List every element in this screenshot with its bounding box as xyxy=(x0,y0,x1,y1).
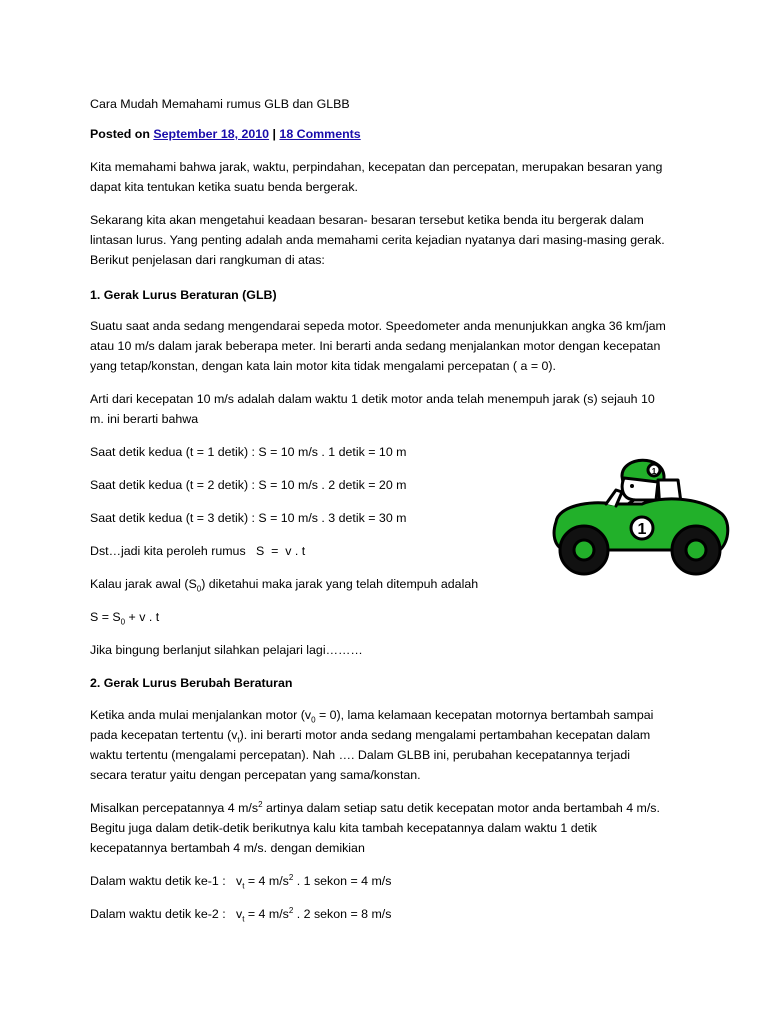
para2-line-3: Berikut penjelasan dari rangkuman di atas: xyxy=(90,253,325,267)
glb-formula: $S = S_0 + v$ . t xyxy=(90,610,160,627)
glbb-row-2: Dalam waktu detik ke-2 : $v_t = 4$ $m/s^2$ . 2 sekon = 8 m/s xyxy=(90,905,392,924)
para2-line-1: Sekarang kita akan mengetahui keadaan besaran- besaran tersebut ketika benda itu bergerak dalam xyxy=(90,213,644,227)
intro-line-1: Kita memahami bahwa jarak, waktu, perpindahan, kecepatan dan percepatan, merupakan besaran yang xyxy=(90,160,663,174)
glbb-row-1: Dalam waktu detik ke-1 : $v_t = 4$ $m/s^2$ . 1 sekon = 4 m/s xyxy=(90,872,392,891)
glb-row-3: Saat detik kedua (t = 3 detik) : S = 10 m/s . 3 detik = 30 m xyxy=(90,511,407,525)
helmet-number: 1 xyxy=(651,467,657,476)
dst-line: Dst…jadi kita peroleh rumus S = v . t xyxy=(90,544,306,558)
section2-p2-line-2: Begitu juga dalam detik-detik berikutnya kalu kita tambah kecepatannya dalam waktu 1 detik xyxy=(90,821,597,835)
posted-separator: | xyxy=(269,127,280,141)
section2-p1-line-1: Ketika anda mulai menjalankan motor $(v_0 = 0)$, lama kelamaan kecepatan motornya bertambah sampai xyxy=(90,708,654,725)
arti-line-1: Arti dari kecepatan 10 m/s adalah dalam waktu 1 detik motor anda telah menempuh jarak (s) sejauh 10 xyxy=(90,392,655,406)
posted-prefix: Posted on xyxy=(90,127,154,141)
intro-line-2: dapat kita tentukan ketika suatu benda bergerak. xyxy=(90,180,358,194)
section2-p2-line-1: Misalkan percepatannya 4 $m/s^2$ artinya dalam setiap satu detik kecepatan motor anda bertambah 4 m/s. xyxy=(90,799,660,815)
section1-para-line-3: yang tetap/konstan, dengan kata lain motor kita tidak mengalami percepatan ( a = 0). xyxy=(90,359,556,373)
section2-heading: 2. Gerak Lurus Berubah Beraturan xyxy=(90,676,293,690)
arti-line-2: m. ini berarti bahwa xyxy=(90,412,199,426)
section1-heading: 1. Gerak Lurus Beraturan (GLB) xyxy=(90,288,277,302)
section1-para-line-2: atau 10 m/s dalam jarak beberapa meter. Ini berarti anda sedang menjalankan motor dengan kecepatan xyxy=(90,339,661,353)
section1-para-line-1: Suatu saat anda sedang mengendarai sepeda motor. Speedometer anda menunjukkan angka 36 km/jam xyxy=(90,319,666,333)
section2-p1-line-3: waktu tertentu (mengalami percepatan). Nah …. Dalam GLBB ini, perubahan kecepatannya terjadi xyxy=(90,748,630,762)
glb-row-1: Saat detik kedua (t = 1 detik) : S = 10 m/s . 1 detik = 10 m xyxy=(90,445,407,459)
section2-p1-line-4: secara teratur yaitu dengan percepatan yang sama/konstan. xyxy=(90,768,421,782)
glb-row-2: Saat detik kedua (t = 2 detik) : S = 10 m/s . 2 detik = 20 m xyxy=(90,478,407,492)
section2-p2-line-3: kecepatannya bertambah 4 m/s. dengan demikian xyxy=(90,841,365,855)
kalau-line: Kalau jarak awal $(S_0)$ diketahui maka jarak yang telah ditempuh adalah xyxy=(90,577,479,594)
page-title: Cara Mudah Memahami rumus GLB dan GLBB xyxy=(90,97,350,111)
race-car-illustration xyxy=(550,450,732,578)
posted-line xyxy=(90,125,690,145)
section2-p1-line-2: pada kecepatan tertentu $(v_t)$. ini berarti motor anda sedang mengalami pertambahan kecepatan dalam xyxy=(90,728,651,745)
car-number-badge: 1 xyxy=(637,521,647,538)
comments-link[interactable]: 18 Comments xyxy=(279,127,361,141)
para2-line-2: lintasan lurus. Yang penting adalah anda memahami cerita kejadian nyatanya dari masing-masing gerak. xyxy=(90,233,665,247)
date-link[interactable]: September 18, 2010 xyxy=(153,127,270,141)
jika-line: Jika bingung berlanjut silahkan pelajari lagi……… xyxy=(90,643,363,657)
